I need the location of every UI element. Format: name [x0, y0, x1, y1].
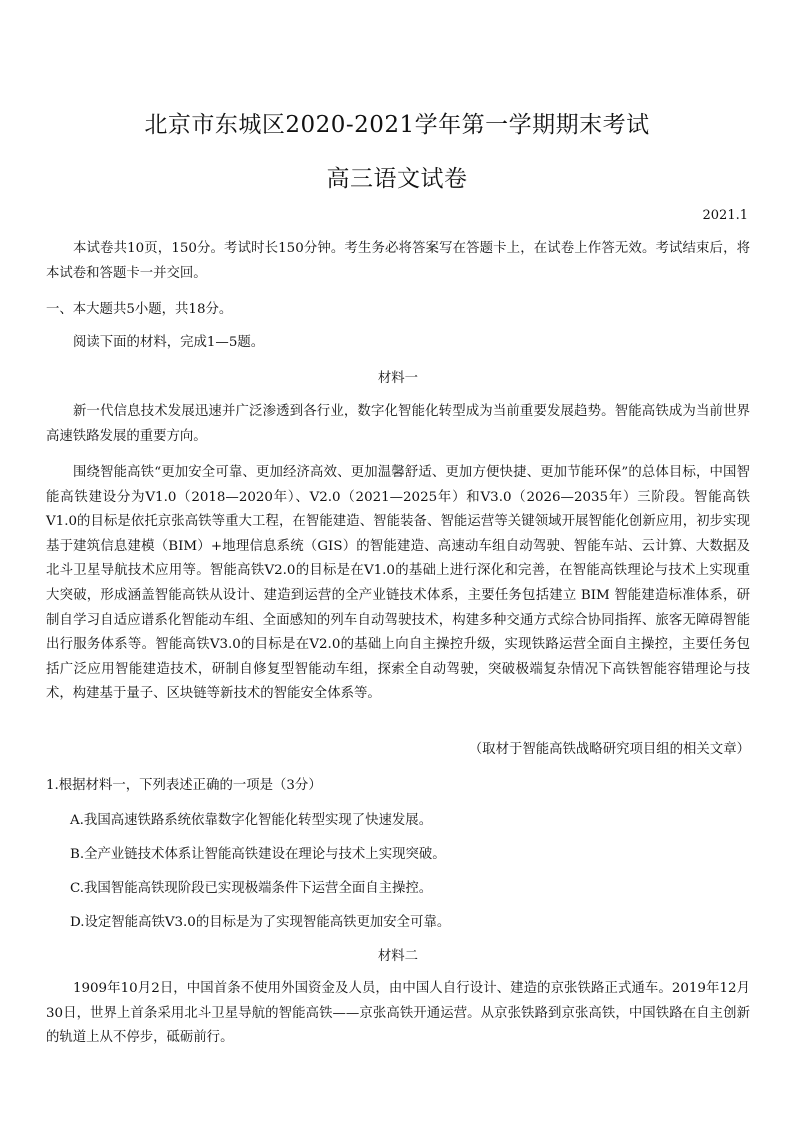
material-2-heading: 材料二	[377, 949, 419, 964]
material-1-paragraph-2: 围绕智能高铁“更加安全可靠、更加经济高效、更加温馨舒适、更加方便快捷、更加节能环保”的总体目标，中国智能高铁建设分为V1.0（2018—2020年）、V2.0（2021—2025年）和V3.0（2026—2035年）三阶段。智能高铁V1.0的目标是依托京张高铁等重大工程，在智能建造、智能装备、智能运营等关键领域开展智能化创新应用，初步实现基于建筑信息建模（BIM）+地理信息系统（GIS）的智能建造、高速动车组自动驾驶、智能车站、云计算、大数据及北斗卫星导航技术应用等。智能高铁V2.0的目标是在V1.0的基础上进行深化和完善，在智能高铁理论与技术上实现重大突破，形成涵盖智能高铁从设计、建造到运营的全产业链技术体系，主要任务包括建立 BIM 智能建造标准体系，研制自学习自适应谱系化智能动车组、全面感知的列车自动驾驶技术，构建多种交通方式综合协同指挥、旅客无障碍智能出行服务体系等。智能高铁V3.0的目标是在V2.0的基础上向自主操控升级，实现铁路运营全面自主操控，主要任务包括广泛应用智能建造技术，研制自修复型智能动车组，探索全自动驾驶，突破极端复杂情况下高铁智能容错理论与技术，构建基于量子、区块链等新技术的智能安全体系等。	[46, 465, 750, 702]
material-1-source: （取材于智能高铁战略研究项目组的相关文章）	[468, 742, 750, 757]
material-1-heading: 材料一	[377, 371, 419, 386]
material-1-paragraph-1: 新一代信息技术发展迅速并广泛渗透到各行业，数字化智能化转型成为当前重要发展趋势。智能高铁成为当前世界高速铁路发展的重要方向。	[46, 404, 750, 444]
exam-title: 北京市东城区2020-2021学年第一学期期末考试	[144, 112, 650, 138]
section-heading: 一、本大题共5小题，共18分。	[46, 302, 233, 317]
question-1-option-c: C.我国智能高铁现阶段已实现极端条件下运营全面自主操控。	[70, 881, 433, 896]
exam-date: 2021.1	[702, 208, 748, 223]
question-1-stem: 1.根据材料一，下列表述正确的一项是（3分）	[46, 778, 322, 793]
exam-subtitle: 高三语文试卷	[326, 166, 468, 192]
question-1-option-a: A.我国高速铁路系统依靠数字化智能化转型实现了快速发展。	[70, 813, 433, 828]
section-instruction: 阅读下面的材料，完成1—5题。	[73, 335, 265, 350]
question-1-option-d: D.设定智能高铁V3.0的目标是为了实现智能高铁更加安全可靠。	[70, 915, 451, 930]
material-2-paragraph-1: 1909年10月2日，中国首条不使用外国资金及人员，由中国人自行设计、建造的京张铁路正式通车。2019年12月30日，世界上首条采用北斗卫星导航的智能高铁——京张高铁开通运营。从京张铁路到京张高铁，中国铁路在自主创新的轨道上从不停步，砥砺前行。	[46, 981, 750, 1046]
intro-paragraph: 本试卷共10页，150分。考试时长150分钟。考生务必将答案写在答题卡上，在试卷上作答无效。考试结束后，将本试卷和答题卡一并交回。	[46, 241, 750, 281]
question-1-option-b: B.全产业链技术体系让智能高铁建设在理论与技术上实现突破。	[70, 847, 446, 862]
